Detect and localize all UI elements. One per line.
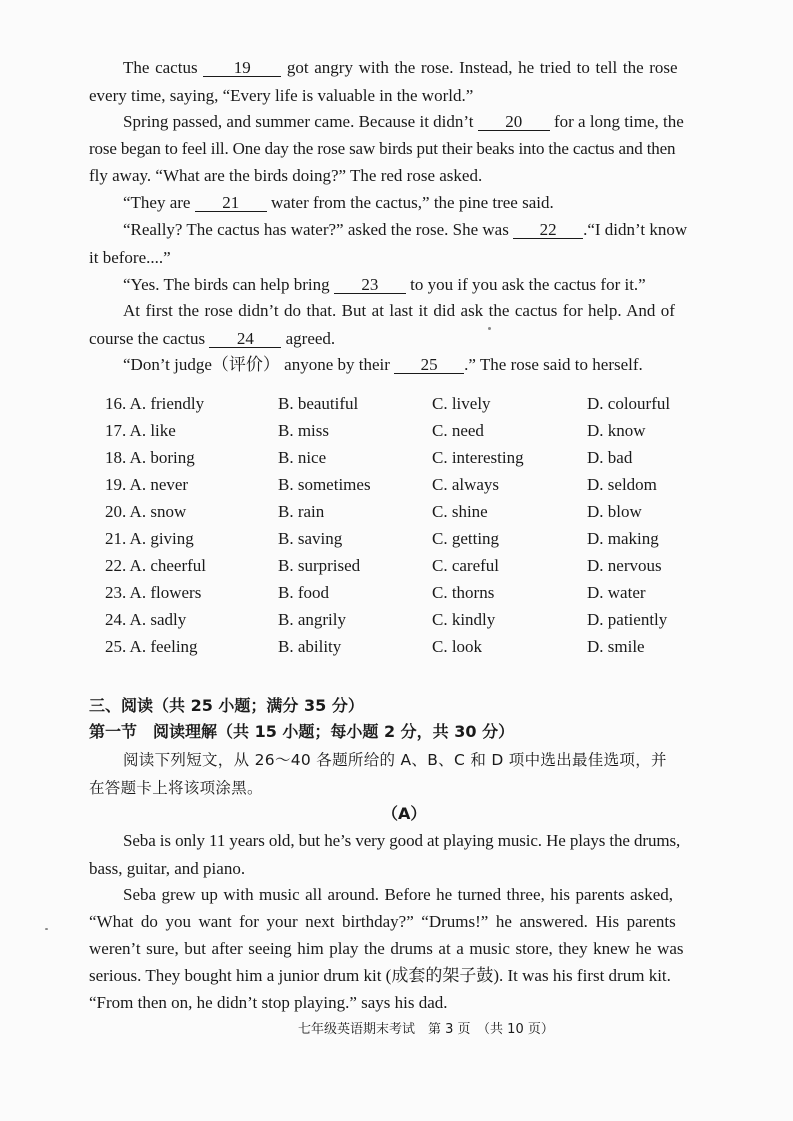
text: to you if you ask the cactus for it.” [410, 275, 646, 294]
text: The cactus [123, 58, 198, 77]
blank-25: 25 [394, 356, 464, 374]
section-title: 三、阅读（共 25 小题；满分 35 分） [89, 696, 364, 715]
option-21a: 21. A. giving [105, 529, 194, 548]
option-21c: C. getting [432, 529, 500, 548]
option-22b: B. surprised [278, 556, 361, 575]
text: “Yes. The birds can help bring [123, 275, 330, 294]
text: got angry with the rose. Instead, he tried to tell the rose [286, 58, 678, 77]
option-21b: B. saving [278, 529, 343, 548]
passage-line-9 [123, 275, 646, 295]
instruction-line-2: 在答题卡上将该项涂黑。 [89, 779, 263, 797]
reading-line-2: bass, guitar, and piano. [89, 859, 246, 878]
option-22a: 22. A. cheerful [105, 556, 207, 575]
option-17c: C. need [432, 421, 484, 440]
option-17a: 17. A. like [105, 421, 176, 440]
option-17d: D. know [587, 421, 646, 440]
blank-20: 20 [478, 113, 550, 131]
option-25a: 25. A. feeling [105, 637, 198, 656]
text: for a long time, the [553, 112, 684, 131]
blank-19: 19 [203, 59, 281, 77]
option-16a: 16. A. friendly [105, 394, 205, 413]
option-22c: C. careful [432, 556, 500, 575]
option-20a: 20. A. snow [105, 502, 187, 521]
passage-line-5: fly away. “What are the birds doing?” The red rose asked. [89, 166, 483, 185]
reading-line-3: Seba grew up with music all around. Before he turned three, his parents asked, [123, 885, 673, 904]
option-16b: B. beautiful [278, 394, 359, 413]
section-subtitle: 第一节 阅读理解（共 15 小题；每小题 2 分，共 30 分） [89, 722, 515, 741]
passage-heading: （A） [382, 804, 427, 823]
reading-line-5: weren’t sure, but after seeing him play the drums at a music store, they knew he was [89, 939, 684, 958]
option-18d: D. bad [587, 448, 633, 467]
option-19c: C. always [432, 475, 500, 494]
text: serious. They bought him a junior drum kit (成套的架子鼓). It was his first drum kit. [89, 966, 671, 985]
passage-line-3 [123, 112, 684, 132]
option-24d: D. patiently [587, 610, 668, 629]
option-16c: C. lively [432, 394, 491, 413]
passage-line-11 [89, 329, 335, 349]
text: Spring passed, and summer came. Because it didn’t [123, 112, 474, 131]
text: “They are [123, 193, 191, 212]
option-20c: C. shine [432, 502, 488, 521]
passage-line-2: every time, saying, “Every life is valuable in the world.” [89, 86, 474, 105]
option-17b: B. miss [278, 421, 330, 440]
reading-line-7: “From then on, he didn’t stop playing.” says his dad. [89, 993, 448, 1012]
passage-line-7 [123, 220, 687, 240]
text: “Really? The cactus has water?” asked the rose. She was [123, 220, 509, 239]
blank-24: 24 [209, 330, 281, 348]
option-18c: C. interesting [432, 448, 524, 467]
option-23a: 23. A. flowers [105, 583, 202, 602]
instruction-line-1: 阅读下列短文，从 26～40 各题所给的 A、B、C 和 D 项中选出最佳选项，并 [123, 751, 667, 769]
text: course the cactus [89, 329, 206, 348]
reading-line-4: “What do you want for your next birthday?” “Drums!” he answered. His parents [89, 912, 676, 931]
option-20d: D. blow [587, 502, 642, 521]
blank-22: 22 [513, 221, 583, 239]
page-footer: 七年级英语期末考试 第 3 页 （共 10 页） [298, 1022, 554, 1037]
option-19d: D. seldom [587, 475, 657, 494]
passage-line-4: rose began to feel ill. One day the rose saw birds put their beaks into the cactus and then [89, 139, 676, 158]
reading-line-1: Seba is only 11 years old, but he’s very good at playing music. He plays the drums, [123, 831, 681, 850]
option-24a: 24. A. sadly [105, 610, 187, 629]
reading-line-6 [89, 966, 671, 986]
option-24c: C. kindly [432, 610, 496, 629]
blank-21: 21 [195, 194, 267, 212]
option-25b: B. ability [278, 637, 342, 656]
option-21d: D. making [587, 529, 659, 548]
passage-line-10: At first the rose didn’t do that. But at last it did ask the cactus for help. And of [123, 301, 675, 320]
text: water from the cactus,” the pine tree said. [270, 193, 554, 212]
text: “Don’t judge（评价） anyone by their [123, 355, 390, 374]
text: .” The rose said to herself. [464, 355, 643, 374]
scan-speck [45, 928, 48, 930]
text: agreed. [285, 329, 336, 348]
blank-23: 23 [334, 276, 406, 294]
passage-line-12 [123, 355, 643, 375]
scan-speck [488, 327, 491, 330]
option-24b: B. angrily [278, 610, 346, 629]
option-23b: B. food [278, 583, 329, 602]
passage-line-8: it before....” [89, 248, 171, 267]
option-25d: D. smile [587, 637, 645, 656]
option-19b: B. sometimes [278, 475, 371, 494]
option-23d: D. water [587, 583, 646, 602]
option-23c: C. thorns [432, 583, 495, 602]
text: .“I didn’t know [583, 220, 688, 239]
passage-line-6 [123, 193, 554, 213]
option-18a: 18. A. boring [105, 448, 195, 467]
option-18b: B. nice [278, 448, 327, 467]
option-19a: 19. A. never [105, 475, 189, 494]
option-25c: C. look [432, 637, 483, 656]
option-22d: D. nervous [587, 556, 662, 575]
option-16d: D. colourful [587, 394, 671, 413]
passage-line-1 [123, 58, 717, 78]
option-20b: B. rain [278, 502, 325, 521]
